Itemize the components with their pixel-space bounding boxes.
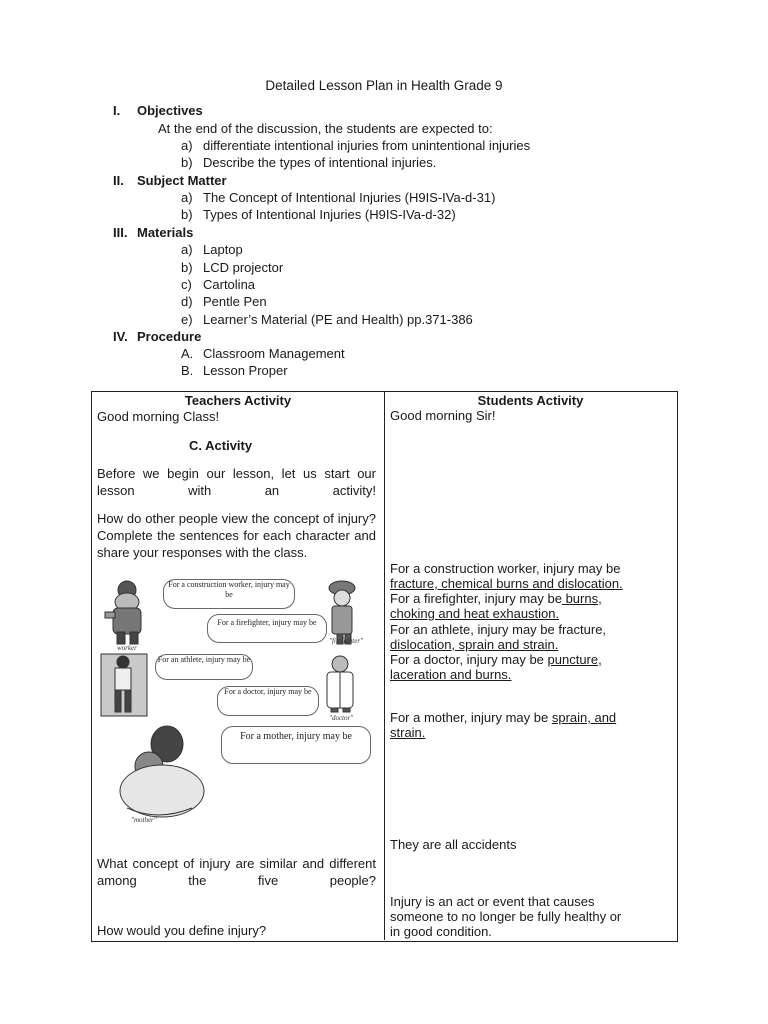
activity-heading: C. Activity [189, 438, 253, 453]
firefighter-figure [329, 581, 355, 644]
section-subject-matter: II. Subject Matter [113, 173, 227, 188]
list-item: c) Cartolina [181, 277, 256, 292]
student-answer-firefighter-underlined: choking and heat exhaustion. [390, 606, 560, 621]
teacher-question-define: How would you define injury? [97, 923, 267, 938]
list-item: d) Pentle Pen [181, 294, 267, 309]
student-answer-mother-underlined: strain. [390, 725, 426, 740]
section-number: I. [113, 103, 121, 118]
speech-bubble-worker: For a construction worker, injury may be [163, 579, 295, 609]
teacher-intro-paragraph: Before we begin our lesson, let us start our lesson with an activity! [97, 466, 376, 498]
student-answer-firefighter: For a firefighter, injury may be burns, [390, 591, 602, 606]
doctor-figure [327, 656, 353, 712]
student-definition-line-2: someone to no longer be fully healthy or [390, 909, 622, 924]
caption-doctor: "doctor" [329, 714, 354, 722]
list-item: A. Classroom Management [181, 346, 345, 361]
table-column-divider [384, 391, 385, 940]
teacher-question-similar: What concept of injury are similar and different among the five people? [97, 856, 376, 888]
speech-bubble-athlete: For an athlete, injury may be [155, 654, 253, 680]
speech-bubble-mother: For a mother, injury may be [221, 726, 371, 764]
document-title: Detailed Lesson Plan in Health Grade 9 [265, 78, 503, 93]
caption-worker: worker [117, 644, 137, 652]
list-item: a) The Concept of Intentional Injuries (H9IS-IVa-d-31) [181, 190, 496, 205]
list-item: B. Lesson Proper [181, 363, 288, 378]
list-item: e) Learner’s Material (PE and Health) pp.371-386 [181, 312, 473, 327]
list-item: a) Laptop [181, 242, 243, 257]
section-objectives [113, 103, 203, 118]
speech-bubble-doctor: For a doctor, injury may be [217, 686, 319, 716]
speech-bubble-firefighter: For a firefighter, injury may be [207, 614, 327, 643]
objectives-intro: At the end of the discussion, the students are expected to: [158, 121, 493, 136]
student-definition-line-1: Injury is an act or event that causes [390, 894, 595, 909]
student-definition-line-3: in good condition. [390, 924, 492, 939]
list-item: b) Describe the types of intentional injuries. [181, 155, 437, 170]
student-answer-accidents: They are all accidents [390, 837, 517, 852]
section-materials: III. Materials [113, 225, 194, 240]
student-answer-worker-underlined: fracture, chemical burns and dislocation. [390, 576, 623, 591]
section-procedure: IV. Procedure [113, 329, 202, 344]
student-answer-worker: For a construction worker, injury may be [390, 561, 621, 576]
teacher-instruction-paragraph: How do other people view the concept of injury? Complete the sentences for each character and share your responses with the class. [97, 511, 376, 560]
list-item: a) differentiate intentional injuries from unintentional injuries [181, 138, 531, 153]
teacher-column-header: Teachers Activity [184, 393, 292, 408]
athlete-figure [101, 654, 147, 716]
student-answer-doctor: For a doctor, injury may be puncture, [390, 652, 602, 667]
student-greeting: Good morning Sir! [390, 408, 496, 423]
student-answer-mother: For a mother, injury may be sprain, and [390, 710, 617, 725]
student-answer-doctor-underlined: laceration and burns. [390, 667, 512, 682]
student-answer-athlete-underlined: dislocation, sprain and strain. [390, 637, 559, 652]
student-column-header: Students Activity [477, 393, 584, 408]
caption-mother: "mother" [131, 816, 157, 824]
student-answer-athlete: For an athlete, injury may be fracture, [390, 622, 607, 637]
worker-figure [105, 581, 141, 644]
teacher-greeting: Good morning Class! [97, 409, 220, 424]
mother-figure [120, 726, 204, 817]
characters-illustration [97, 576, 377, 826]
list-item: b) Types of Intentional Injuries (H9IS-IVa-d-32) [181, 207, 456, 222]
list-item: b) LCD projector [181, 260, 284, 275]
caption-firefighter: "firefighter" [329, 637, 364, 645]
section-label: Objectives [137, 103, 203, 118]
